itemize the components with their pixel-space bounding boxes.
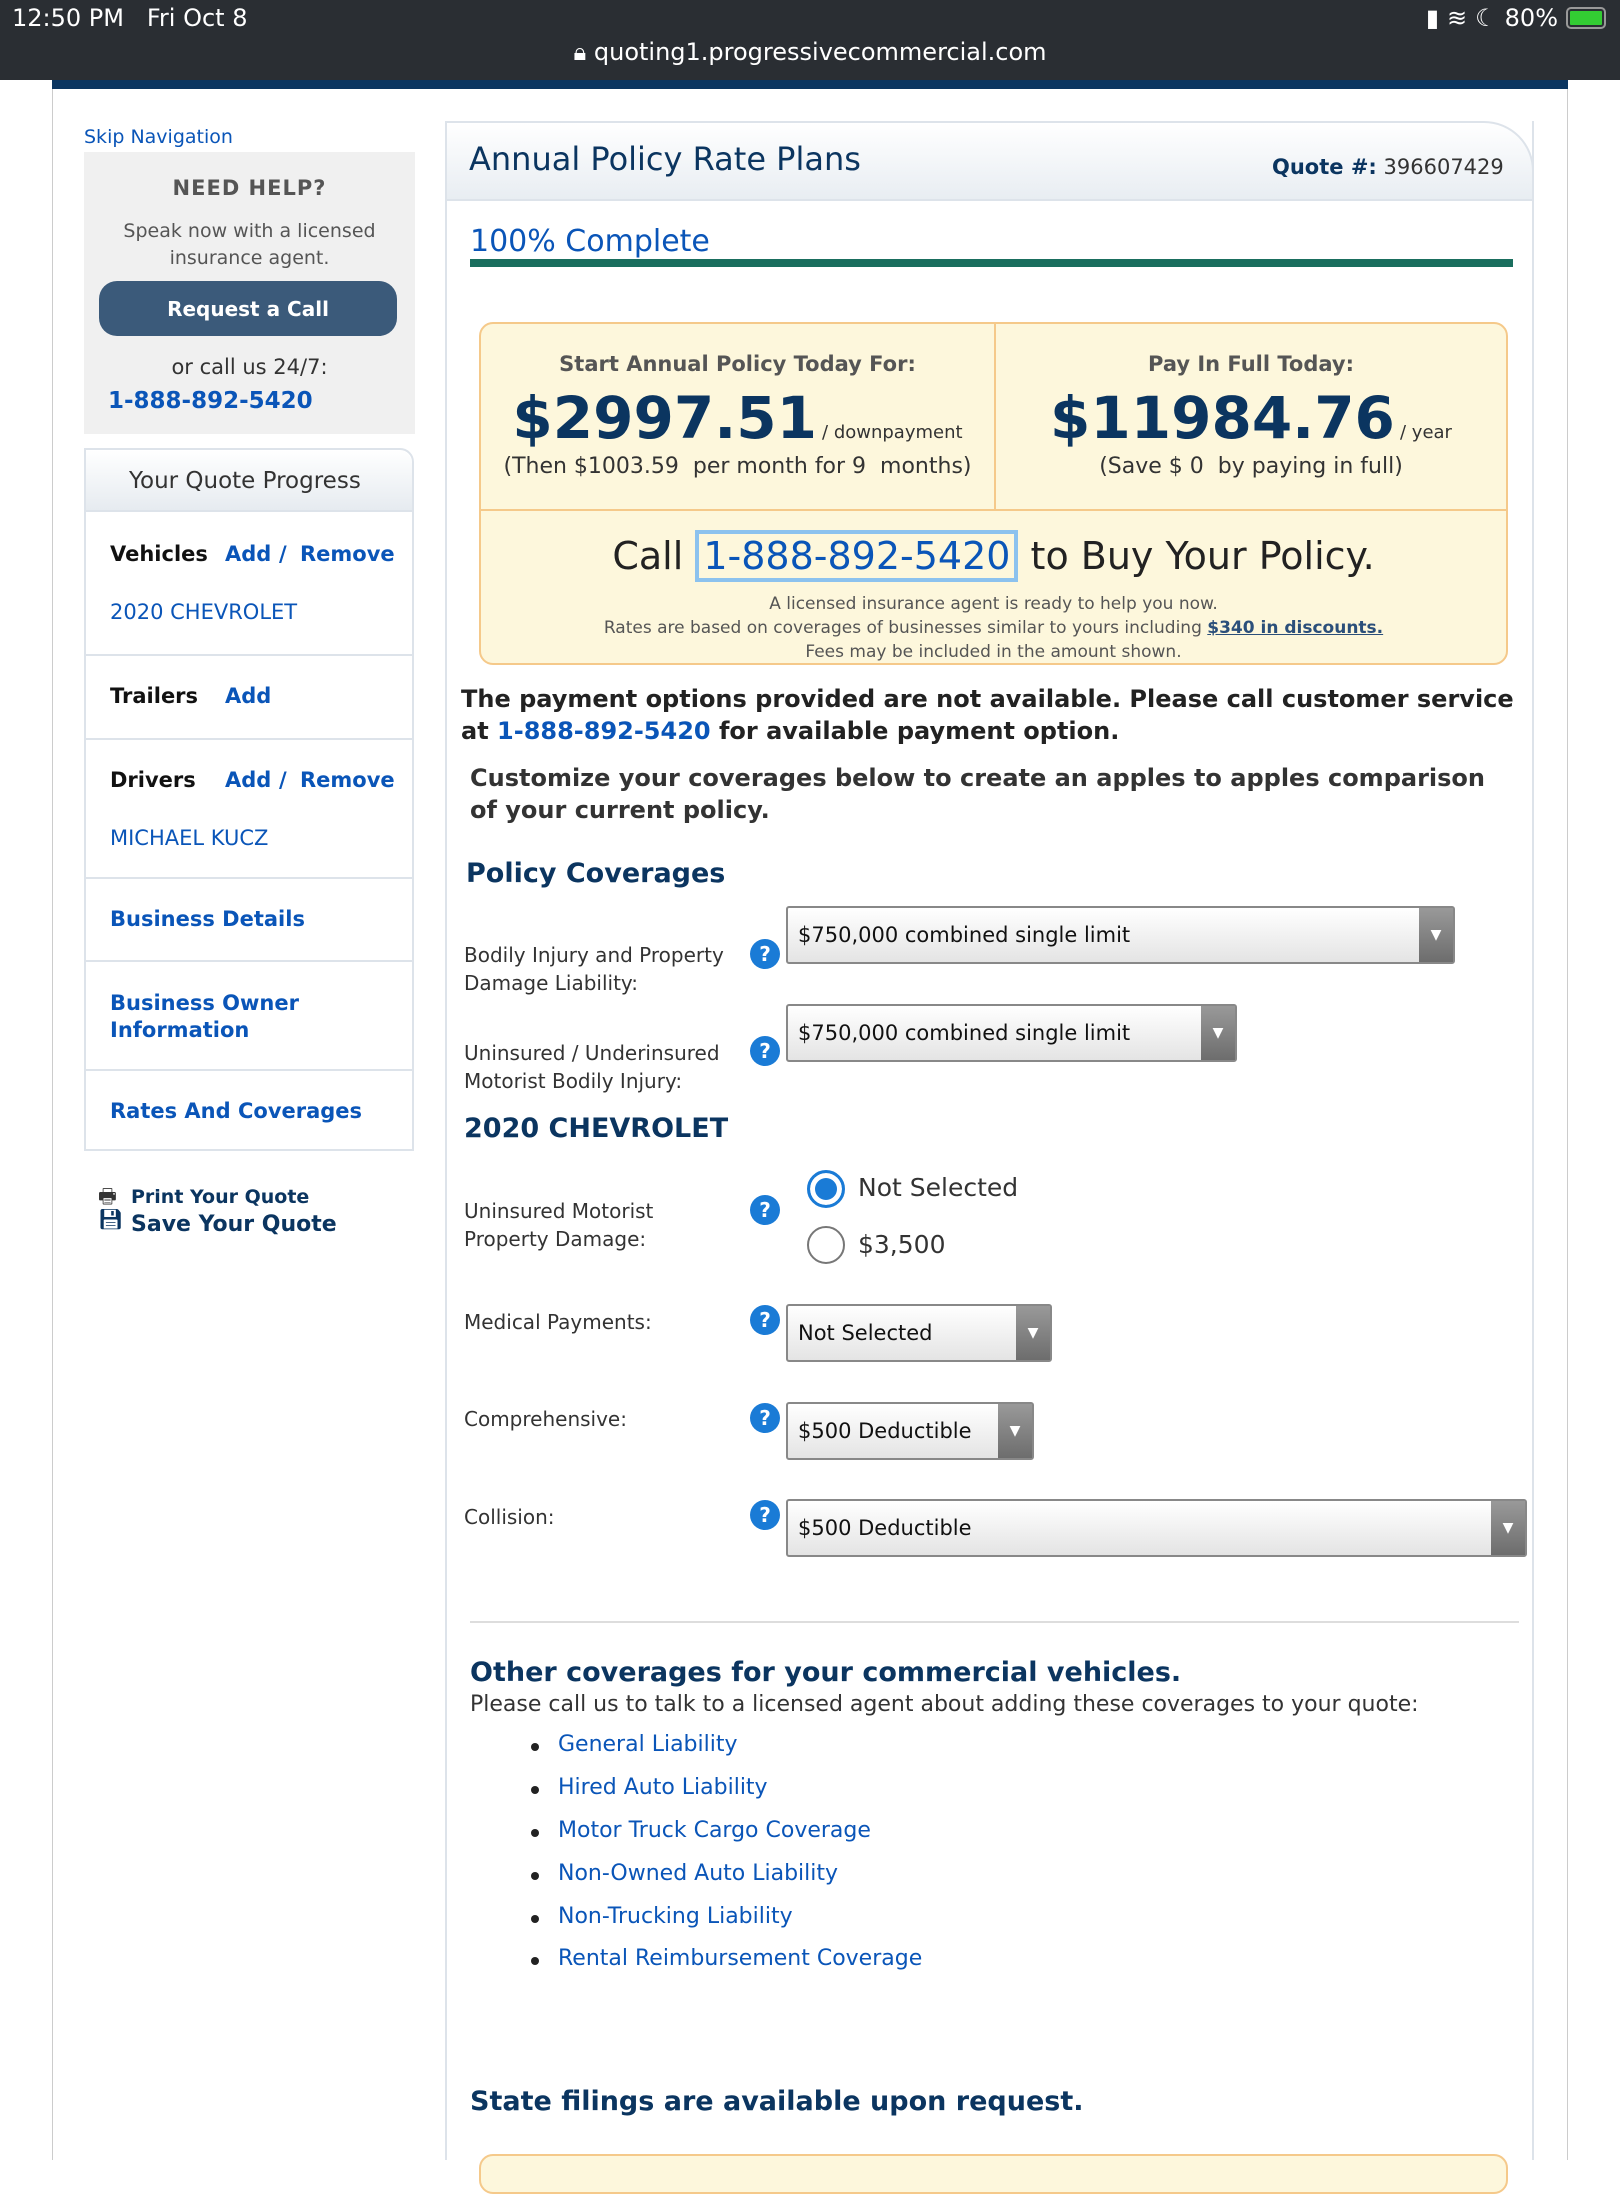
fees-note: Fees may be included in the amount shown. xyxy=(805,642,1182,662)
add-vehicle-link[interactable]: Add xyxy=(225,542,272,566)
state-filings-text: State filings are available upon request. xyxy=(470,2086,1084,2117)
print-quote-link[interactable]: Print Your Quote xyxy=(131,1186,310,1208)
business-details-section xyxy=(86,877,412,960)
print-icon: 🖶 xyxy=(98,1184,117,1208)
coll-label: Collision: xyxy=(464,1505,555,1529)
call-post: to Buy Your Policy. xyxy=(1030,534,1375,578)
remove-vehicle-link[interactable]: Remove xyxy=(300,542,395,566)
drivers-label: Drivers xyxy=(110,768,196,792)
url-text: quoting1.progressivecommercial.com xyxy=(593,38,1047,66)
wifi-icon: ≋ xyxy=(1447,4,1468,32)
radio-3500[interactable] xyxy=(807,1226,845,1264)
select-value: $500 Deductible xyxy=(798,1516,972,1540)
save-note: (Save $ 0 by paying in full) xyxy=(1099,454,1403,479)
collision-select[interactable] xyxy=(786,1499,1527,1557)
comp-label: Comprehensive: xyxy=(464,1407,627,1431)
call-text: or call us 24/7: xyxy=(171,355,328,379)
downpayment-amount: $2997.51 xyxy=(512,384,817,452)
other-coverages-title: Other coverages for your commercial vehicles. xyxy=(470,1657,1182,1688)
help-icon[interactable]: ? xyxy=(750,939,780,969)
vehicle-title: 2020 CHEVROLET xyxy=(464,1113,729,1144)
chevron-down-icon: ▼ xyxy=(1491,1501,1525,1555)
warning-text: The payment options provided are not available. Please call customer service at xyxy=(461,685,1514,745)
skip-navigation-link[interactable]: Skip Navigation xyxy=(84,126,233,148)
separator: / xyxy=(279,542,287,566)
rates-note: Rates are based on coverages of businesses similar to yours including xyxy=(603,618,1202,638)
add-trailer-link[interactable]: Add xyxy=(225,684,272,708)
vehicles-label: Vehicles xyxy=(110,542,208,566)
coverage-link[interactable]: Motor Truck Cargo Coverage xyxy=(558,1818,871,1843)
vehicle-item[interactable]: 2020 CHEVROLET xyxy=(110,600,298,624)
quote-progress xyxy=(84,448,414,1151)
progress-text: 100% Complete xyxy=(470,224,710,259)
header-bar xyxy=(52,80,1568,89)
uninsured-motorist-select[interactable] xyxy=(786,1004,1237,1062)
trailers-label: Trailers xyxy=(110,684,199,708)
chevron-down-icon: ▼ xyxy=(1201,1006,1235,1060)
separator: / xyxy=(279,768,287,792)
radio-label: Not Selected xyxy=(858,1173,1019,1202)
monthly-note: (Then $1003.59 per month for 9 months) xyxy=(503,454,972,479)
rates-section xyxy=(86,1069,412,1151)
battery-icon xyxy=(1566,7,1606,29)
radio-not-selected[interactable] xyxy=(807,1170,845,1208)
divider xyxy=(470,1621,1519,1623)
coverage-link[interactable]: Non-Trucking Liability xyxy=(558,1904,793,1929)
select-value: Not Selected xyxy=(798,1321,933,1345)
time: 12:50 PM xyxy=(12,4,124,32)
coverage-link[interactable]: General Liability xyxy=(558,1732,738,1757)
radio-label: $3,500 xyxy=(858,1230,946,1259)
address-bar[interactable] xyxy=(0,38,1620,66)
help-text: Speak now with a licensed insurance agent. xyxy=(123,220,376,269)
signal-icon: ▮ xyxy=(1425,4,1440,32)
comprehensive-select[interactable] xyxy=(786,1402,1034,1460)
agent-note: A licensed insurance agent is ready to help you now. xyxy=(769,594,1218,614)
battery-level: 80% xyxy=(1504,4,1558,32)
full-suffix: / year xyxy=(1400,422,1452,443)
payment-warning xyxy=(461,683,1521,747)
med-label: Medical Payments: xyxy=(464,1310,652,1334)
driver-item[interactable]: MICHAEL KUCZ xyxy=(110,826,269,850)
other-coverages-text: Please call us to talk to a licensed agent about adding these coverages to your quote: xyxy=(470,1692,1419,1717)
vehicles-section xyxy=(86,512,412,654)
help-box xyxy=(84,152,415,434)
business-owner-section xyxy=(86,960,412,1069)
business-owner-link[interactable]: Business Owner Information xyxy=(110,991,299,1042)
save-quote-link[interactable]: Save Your Quote xyxy=(131,1212,337,1237)
help-title: NEED HELP? xyxy=(172,176,327,200)
coverage-link[interactable]: Rental Reimbursement Coverage xyxy=(558,1946,923,1971)
select-value: $750,000 combined single limit xyxy=(798,923,1131,947)
help-icon[interactable]: ? xyxy=(750,1500,780,1530)
um-label: Uninsured / Underinsured Motorist Bodily Injury: xyxy=(464,1041,720,1093)
select-value: $500 Deductible xyxy=(798,1419,972,1443)
price-box xyxy=(479,322,1508,665)
medical-payments-select[interactable] xyxy=(786,1304,1052,1362)
buy-phone-link[interactable]: 1-888-892-5420 xyxy=(695,530,1018,582)
business-details-link[interactable]: Business Details xyxy=(110,907,305,931)
progress-bar xyxy=(470,259,1513,267)
drivers-section xyxy=(86,738,412,877)
full-amount: $11984.76 xyxy=(1050,384,1395,452)
warning-text: for available payment option. xyxy=(718,717,1120,745)
call-pre: Call xyxy=(612,534,684,578)
add-driver-link[interactable]: Add xyxy=(225,768,272,792)
downpayment-suffix: / downpayment xyxy=(822,422,963,443)
trailers-section xyxy=(86,654,412,738)
help-icon[interactable]: ? xyxy=(750,1036,780,1066)
warning-phone-link[interactable]: 1-888-892-5420 xyxy=(497,717,711,745)
request-call-button[interactable]: Request a Call xyxy=(99,281,397,336)
bottom-price-box xyxy=(479,2154,1508,2194)
page-border xyxy=(1567,89,1568,2160)
bodily-injury-select[interactable] xyxy=(786,906,1455,964)
full-label: Pay In Full Today: xyxy=(1148,352,1354,376)
select-value: $750,000 combined single limit xyxy=(798,1021,1131,1045)
quote-number: 396607429 xyxy=(1383,155,1504,179)
coverage-link[interactable]: Non-Owned Auto Liability xyxy=(558,1861,839,1886)
save-icon: 💾︎ xyxy=(98,1207,124,1231)
bi-label: Bodily Injury and Property Damage Liability: xyxy=(464,943,724,995)
date: Fri Oct 8 xyxy=(146,4,248,32)
chevron-down-icon: ▼ xyxy=(998,1404,1032,1458)
coverage-link[interactable]: Hired Auto Liability xyxy=(558,1775,768,1800)
start-label: Start Annual Policy Today For: xyxy=(559,352,916,376)
remove-driver-link[interactable]: Remove xyxy=(300,768,395,792)
chevron-down-icon: ▼ xyxy=(1016,1306,1050,1360)
page-border xyxy=(52,89,53,2160)
umpd-label: Uninsured Motorist Property Damage: xyxy=(464,1199,654,1251)
progress-fill xyxy=(470,259,1513,267)
help-icon[interactable]: ? xyxy=(750,1195,780,1225)
help-phone-link[interactable]: 1-888-892-5420 xyxy=(108,388,313,414)
customize-text: Customize your coverages below to create an apples to apples comparison of your current policy. xyxy=(470,764,1485,824)
moon-icon: ☾ xyxy=(1475,4,1497,32)
progress-title: Your Quote Progress xyxy=(129,468,361,494)
help-icon[interactable]: ? xyxy=(750,1305,780,1335)
lock-icon: 🔒︎ xyxy=(573,38,587,66)
rates-coverages-link[interactable]: Rates And Coverages xyxy=(110,1099,363,1123)
page-title: Annual Policy Rate Plans xyxy=(469,140,861,178)
chevron-down-icon: ▼ xyxy=(1419,908,1453,962)
help-icon[interactable]: ? xyxy=(750,1403,780,1433)
policy-coverages-title: Policy Coverages xyxy=(466,858,726,889)
quote-label: Quote #: xyxy=(1272,155,1377,179)
status-bar xyxy=(0,0,1620,80)
discounts-link[interactable]: $340 in discounts. xyxy=(1207,618,1384,638)
